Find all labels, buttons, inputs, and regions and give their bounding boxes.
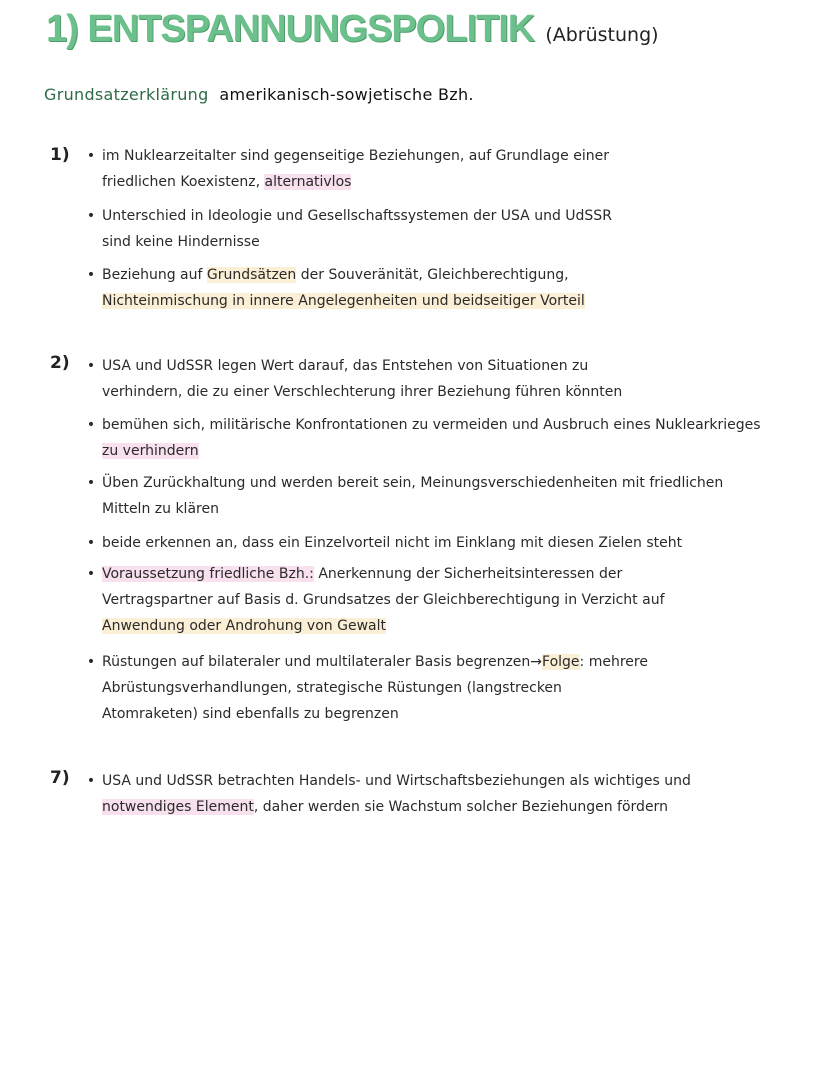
bullet-icon: •	[86, 208, 96, 224]
list-item	[86, 412, 816, 464]
item-line: Nichteinmischung in innere Angelegenheiten und beidseitiger Vorteil	[102, 293, 585, 309]
bullet-icon: •	[86, 358, 96, 374]
highlighted-text: notwendiges Element	[102, 799, 254, 815]
list-item	[86, 203, 816, 255]
item-line: sind keine Hindernisse	[102, 234, 260, 250]
item-line: Vertragspartner auf Basis d. Grundsatzes der Gleichberechtigung in Verzicht auf	[102, 592, 665, 608]
item-line: beide erkennen an, dass ein Einzelvorteil nicht im Einklang mit diesen Zielen steht	[102, 535, 683, 551]
bullet-icon: •	[86, 566, 96, 582]
item-line	[102, 262, 816, 288]
text-span: Rüstungen auf bilateraler und multilateraler Basis begrenzen	[102, 654, 531, 670]
list-item	[86, 649, 816, 727]
item-line: Mitteln zu klären	[102, 501, 219, 517]
list-item	[86, 530, 816, 556]
bullet-icon: •	[86, 148, 96, 164]
item-line	[102, 438, 816, 464]
text-span: Beziehung auf	[102, 267, 207, 283]
highlighted-text: Anwendung oder Androhung von Gewalt	[102, 618, 386, 634]
item-line: Abrüstungsverhandlungen, strategische Rüstungen (langstrecken	[102, 680, 562, 696]
item-line	[102, 649, 816, 675]
subtitle-part2: amerikanisch-sowjetische Bzh.	[219, 85, 474, 104]
highlighted-text: Grundsätzen	[206, 267, 297, 283]
highlighted-text: Voraussetzung friedliche Bzh.:	[102, 566, 314, 582]
item-line	[102, 561, 816, 587]
item-line: Atomraketen) sind ebenfalls zu begrenzen	[102, 706, 399, 722]
bullet-icon: •	[86, 654, 96, 670]
subtitle	[44, 85, 474, 104]
item-line: im Nuklearzeitalter sind gegenseitige Beziehungen, auf Grundlage einer	[102, 148, 609, 164]
item-line	[102, 794, 816, 820]
arrow-icon: →	[530, 654, 543, 670]
title-main: 1) ENTSPANNUNGSPOLITIK	[46, 8, 535, 50]
subtitle-part1: Grundsatzerklärung	[44, 85, 209, 104]
text-span: der Souveränität, Gleichberechtigung,	[296, 267, 569, 283]
item-line: USA und UdSSR betrachten Handels- und Wirtschaftsbeziehungen als wichtiges und	[102, 773, 691, 789]
bullet-icon: •	[86, 773, 96, 789]
item-line: Üben Zurückhaltung und werden bereit sein, Meinungsverschiedenheiten mit friedlichen	[102, 475, 724, 491]
highlighted-text: alternativlos	[264, 174, 352, 190]
list-item	[86, 470, 816, 522]
section-number: 2)	[50, 353, 70, 373]
bullet-icon: •	[86, 267, 96, 283]
list-item	[86, 143, 816, 195]
text-span: : mehrere	[579, 654, 648, 670]
highlighted-text: zu verhindern	[102, 443, 199, 459]
bullet-icon: •	[86, 475, 96, 491]
item-line: USA und UdSSR legen Wert darauf, das Entstehen von Situationen zu	[102, 358, 589, 374]
item-line	[102, 169, 816, 195]
list-item	[86, 768, 816, 820]
bullet-icon: •	[86, 535, 96, 551]
text-span: , daher werden sie Wachstum solcher Beziehungen fördern	[253, 799, 668, 815]
bullet-icon: •	[86, 417, 96, 433]
page-title	[46, 8, 659, 51]
item-line: verhindern, die zu einer Verschlechterung ihrer Beziehung führen könnten	[102, 384, 623, 400]
item-line: Unterschied in Ideologie und Gesellschaftssystemen der USA und UdSSR	[102, 208, 612, 224]
item-line	[102, 613, 816, 639]
text-span: friedlichen Koexistenz,	[102, 174, 265, 190]
list-item	[86, 353, 816, 405]
text-span: Anerkennung der Sicherheitsinteressen der	[313, 566, 623, 582]
item-line: bemühen sich, militärische Konfrontationen zu vermeiden und Ausbruch eines Nuklearkrieges	[102, 417, 761, 433]
list-item	[86, 262, 816, 314]
section-number: 7)	[50, 768, 70, 788]
section-number: 1)	[50, 145, 70, 165]
title-sub: (Abrüstung)	[545, 24, 659, 46]
highlighted-text: Folge	[542, 654, 580, 670]
list-item	[86, 561, 816, 639]
